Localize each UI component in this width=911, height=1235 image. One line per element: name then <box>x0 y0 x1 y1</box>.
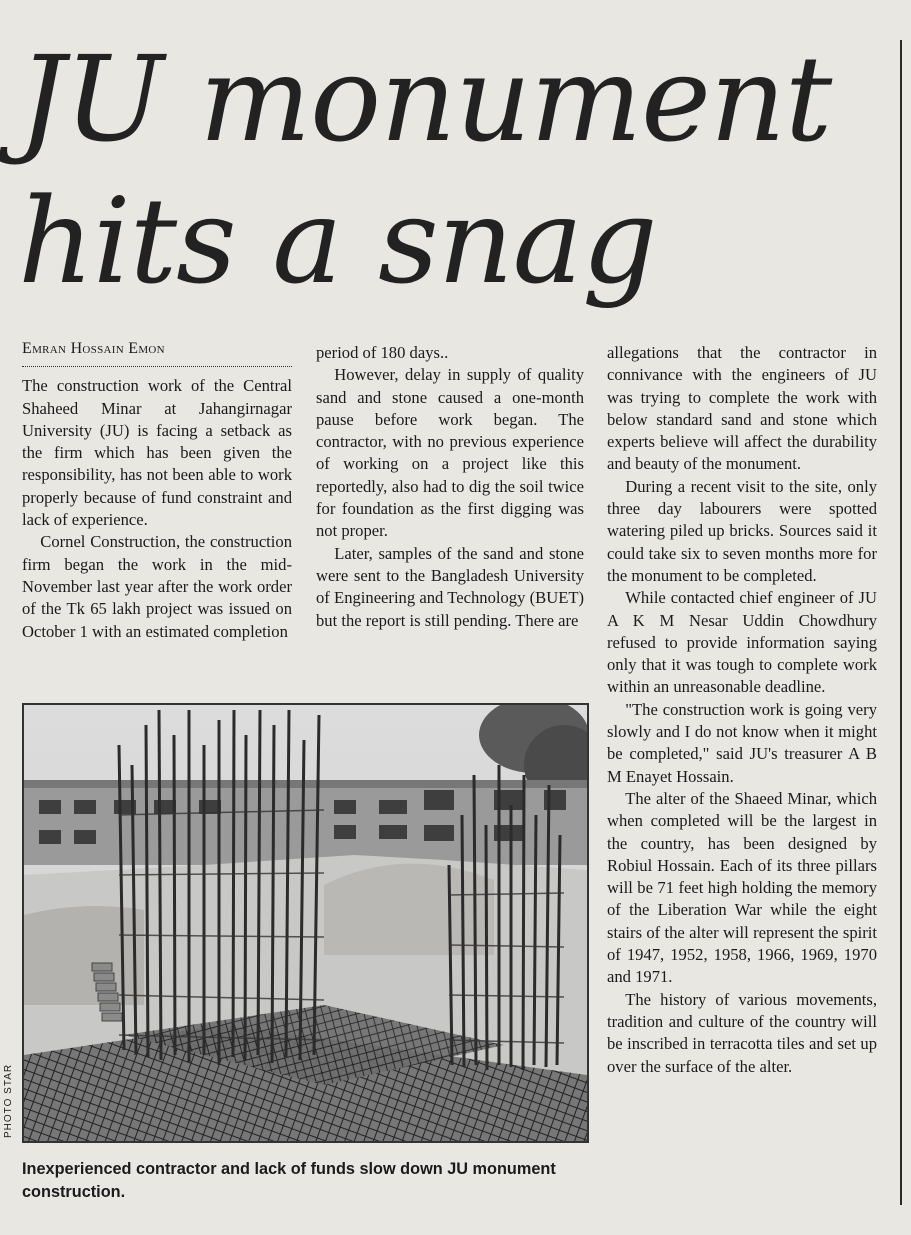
paragraph: Cornel Construction, the construction firm began the work in the mid-November last year after the work order of the Tk 65 lakh project was issued on October 1 with an estimated completion <box>22 532 292 641</box>
paragraph: During a recent visit to the site, only three day labourers were spotted watering piled up bricks. Sources said it could take six to seven months more for the monument to be completed. <box>607 476 877 585</box>
headline <box>18 28 878 312</box>
paragraph: Later, samples of the sand and stone were sent to the Bangladesh University of Engineering and Technology (BUET) but the report is still pending. There are <box>316 543 584 630</box>
headline-line-1: JU monument <box>18 30 832 168</box>
photo-illustration <box>24 705 587 1141</box>
article-column-3 <box>607 342 877 1078</box>
paragraph: period of 180 days.. <box>316 343 449 362</box>
photo-credit <box>3 1058 17 1138</box>
headline-line-2: hits a snag <box>18 172 657 310</box>
column-rule <box>900 40 902 1205</box>
paragraph: The alter of the Shaeed Minar, which when completed will be the largest in the country, has been designed by Robiul Hossain. Each of its three pillars will be 71 feet high holding the memory of the Liberation War while the eight stairs of the alter will represent the spirit of 1947, 1952, 1958, 1966, 1969, 1970 and 1971. <box>607 788 877 987</box>
article-column-2 <box>316 342 584 632</box>
paragraph: "The construction work is going very slowly and I do not know when it might be completed," said JU's treasurer A B M Enayet Hossain. <box>607 699 877 786</box>
article-column-1 <box>22 338 292 643</box>
paragraph: While contacted chief engineer of JU A K M Nesar Uddin Chowdhury refused to provide information saying only that it was tough to complete work within an unreasonable deadline. <box>607 588 877 697</box>
paragraph: The history of various movements, tradition and culture of the country will be inscribed in terracotta tiles and set up over the surface of the alter. <box>607 989 877 1076</box>
paragraph: The construction work of the Central Shaheed Minar at Jahangirnagar University (JU) is facing a setback as the firm which has been given the responsibility, has not been able to work properly because of fund constraint and lack of experience. <box>22 376 292 530</box>
paragraph: allegations that the contractor in connivance with the engineers of JU was trying to complete the work with below standard sand and stone which experts believe will affect the durability and beauty of the monument. <box>607 343 877 474</box>
photo-credit-text: PHOTO STAR <box>3 1063 14 1138</box>
paragraph: However, delay in supply of quality sand and stone caused a one-month pause before work began. The contractor, with no previous experience of working on a project like this reportedly, also had to dig the soil twice for foundation as the first digging was not proper. <box>316 365 584 541</box>
construction-site-photo <box>22 703 589 1143</box>
byline: Emran Hossain Emon <box>22 338 292 367</box>
photo-caption: Inexperienced contractor and lack of funds slow down JU monument construction. <box>22 1160 556 1201</box>
